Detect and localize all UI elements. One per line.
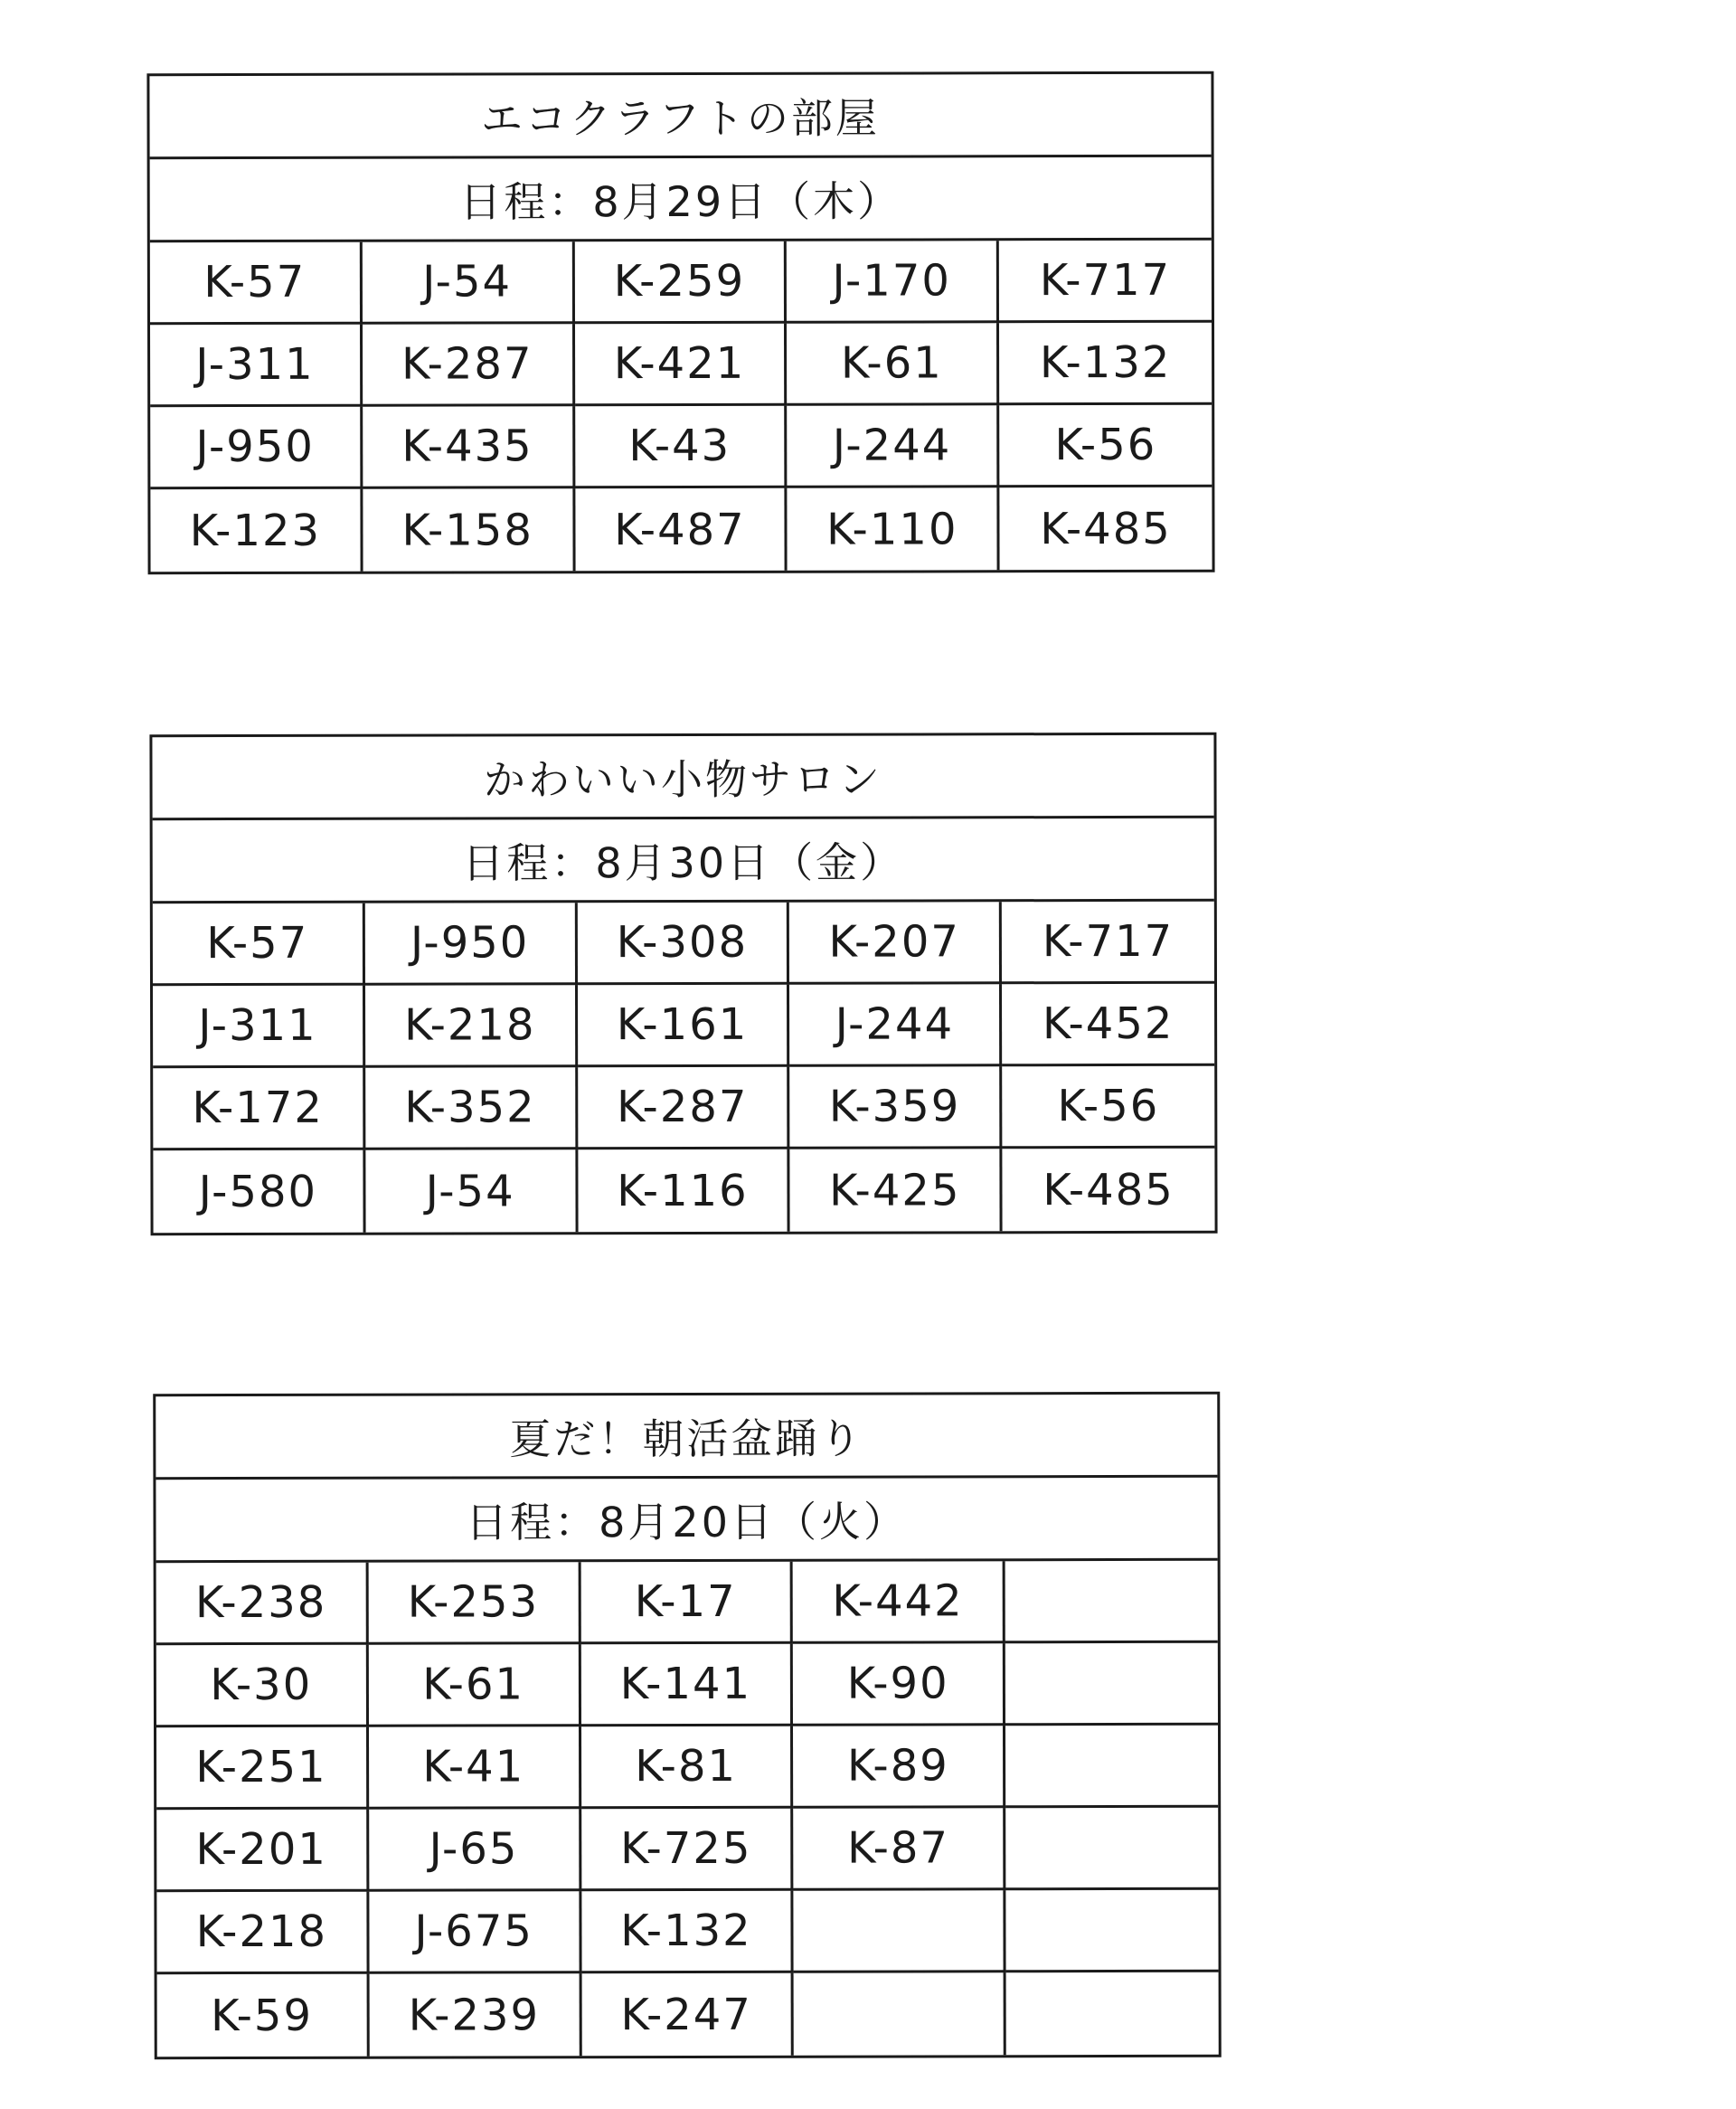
table-title: 夏だ！朝活盆踊り (156, 1395, 1217, 1480)
table-cell: K-30 (156, 1645, 369, 1727)
table-cell: K-218 (156, 1892, 369, 1974)
table-cell: K-421 (575, 324, 788, 406)
table-cell: K-247 (581, 1973, 794, 2056)
table-cell: K-352 (365, 1067, 578, 1149)
table-cell: K-287 (578, 1067, 790, 1149)
table-title: かわいい小物サロン (152, 735, 1213, 820)
table-cell: K-57 (153, 903, 365, 986)
code-grid (156, 1561, 1219, 2057)
table-cell: J-170 (787, 241, 999, 323)
table-cell (1006, 1890, 1219, 1972)
table-cell (1005, 1726, 1218, 1808)
table-cell: K-259 (574, 241, 787, 324)
table-cell: K-207 (789, 902, 1002, 984)
table-cell: K-253 (368, 1562, 580, 1644)
table-date: 日程：8月20日（火） (156, 1478, 1217, 1563)
table-title: エコクラフトの部屋 (149, 74, 1211, 159)
table-cell: K-725 (581, 1809, 794, 1891)
table-cell: K-132 (581, 1891, 794, 1973)
table-cell: K-41 (369, 1726, 581, 1809)
code-grid (150, 241, 1212, 572)
table-cell: K-238 (156, 1563, 369, 1645)
table-cell: K-201 (156, 1810, 369, 1892)
table-cell: K-116 (578, 1149, 790, 1232)
table-cell: K-90 (793, 1643, 1005, 1726)
table-cell: K-43 (575, 406, 788, 488)
table-cell: K-717 (1002, 902, 1214, 984)
table-cell: K-57 (150, 242, 363, 325)
table-cell: K-442 (793, 1561, 1005, 1643)
table-cell: K-56 (1002, 1066, 1214, 1149)
table-cell: K-132 (999, 323, 1212, 405)
table-cell: K-218 (365, 985, 578, 1067)
table-cell (1005, 1561, 1218, 1643)
table-cell: J-244 (789, 984, 1002, 1066)
table-cell: K-59 (157, 1974, 370, 2057)
table-cell: K-56 (999, 405, 1212, 487)
schedule-table-eco-craft (146, 71, 1214, 574)
table-cell: K-251 (156, 1727, 369, 1810)
table-cell: K-87 (794, 1808, 1006, 1890)
table-cell: K-81 (581, 1726, 794, 1809)
table-cell (794, 1972, 1006, 2055)
schedule-table-kawaii-komono (149, 733, 1217, 1235)
table-cell: K-452 (1002, 984, 1214, 1066)
table-cell: K-287 (363, 324, 575, 406)
table-cell: J-65 (369, 1809, 581, 1891)
table-cell: K-61 (787, 323, 999, 405)
table-cell: K-172 (153, 1068, 365, 1150)
table-cell: J-244 (788, 405, 1000, 487)
table-cell (1005, 1808, 1218, 1890)
table-date: 日程：8月30日（金） (153, 818, 1214, 903)
table-cell (794, 1890, 1006, 1972)
table-cell: K-487 (575, 488, 788, 571)
table-cell: K-123 (150, 489, 363, 572)
table-cell: J-950 (365, 903, 578, 985)
code-grid (153, 902, 1215, 1233)
table-cell: J-54 (363, 241, 575, 324)
table-cell: K-158 (363, 488, 575, 571)
table-cell: K-359 (790, 1066, 1003, 1149)
table-date: 日程：8月29日（木） (150, 157, 1212, 242)
table-cell: K-141 (580, 1644, 793, 1726)
table-cell: K-425 (790, 1149, 1003, 1231)
table-cell: K-239 (369, 1973, 581, 2056)
schedule-table-bon-odori (153, 1392, 1222, 2059)
table-cell: K-110 (788, 487, 1000, 570)
table-cell: J-675 (369, 1891, 581, 1973)
table-cell (1005, 1643, 1218, 1726)
table-cell: J-580 (153, 1150, 365, 1233)
table-cell: K-717 (999, 241, 1212, 323)
table-cell: K-485 (1040, 503, 1172, 554)
table-cell: K-17 (580, 1562, 793, 1644)
table-cell: K-89 (793, 1726, 1005, 1808)
table-cell: K-308 (577, 903, 789, 985)
table-cell: K-161 (578, 985, 790, 1067)
table-cell: K-61 (369, 1644, 581, 1726)
table-cell: K-485 (1043, 1164, 1175, 1215)
table-cell: J-950 (150, 407, 363, 489)
table-cell: J-311 (153, 986, 365, 1068)
table-cell: J-311 (150, 325, 363, 407)
table-cell: K-435 (363, 406, 575, 488)
table-cell: J-54 (365, 1149, 578, 1232)
table-cell (1006, 1972, 1219, 2055)
